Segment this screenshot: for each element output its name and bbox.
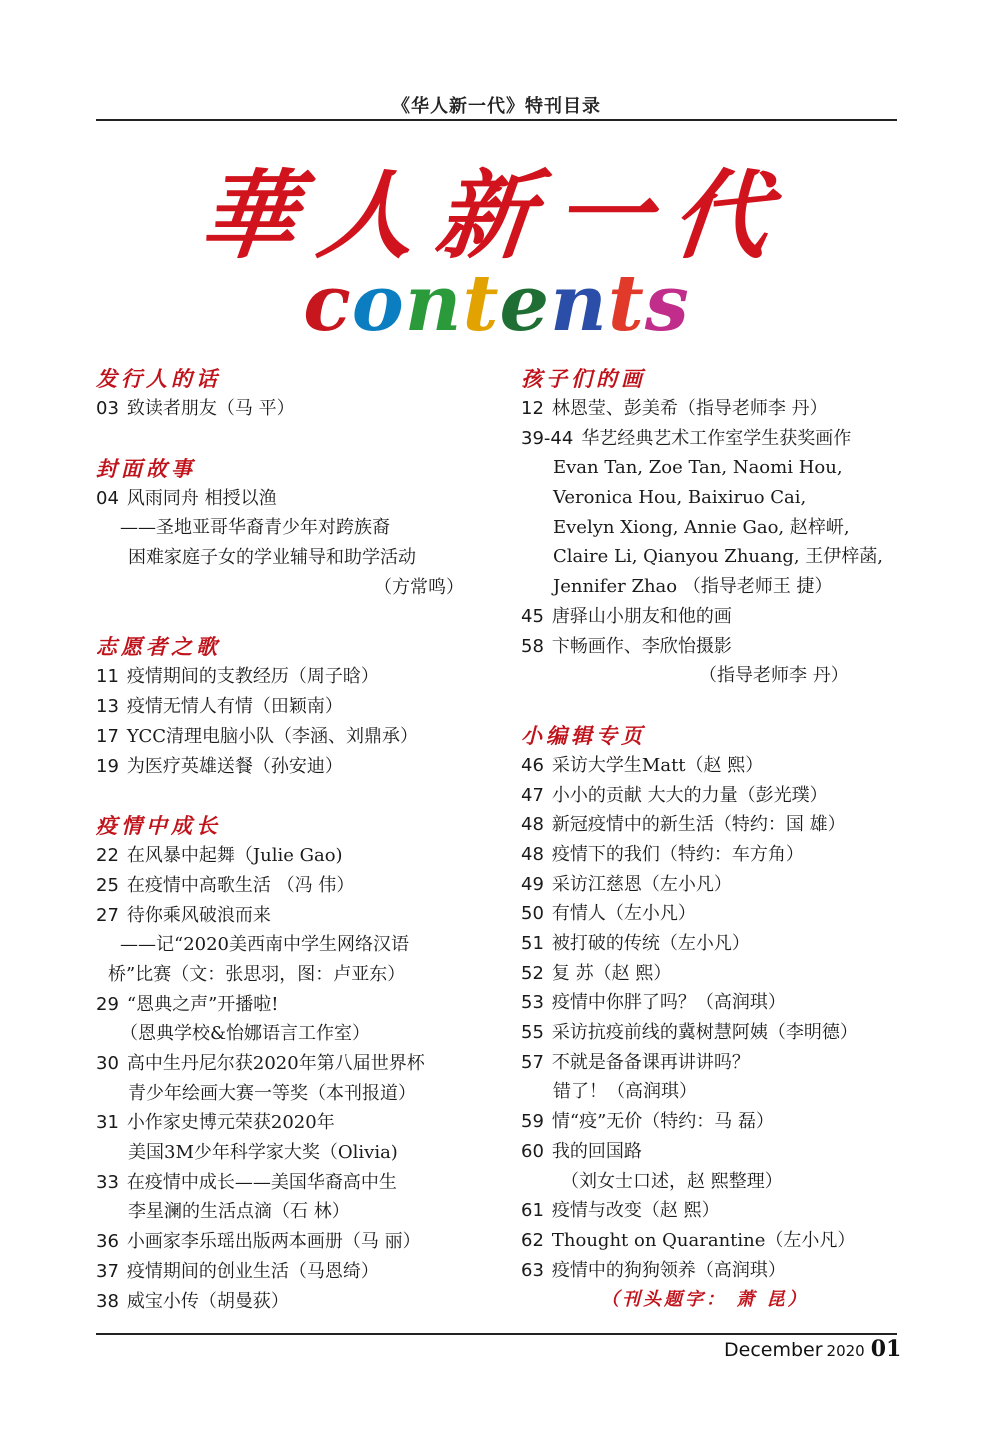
page-number: 55 (521, 1022, 544, 1044)
page-number: 61 (521, 1200, 544, 1222)
toc-entry[interactable] (521, 1048, 921, 1078)
entry-subtitle: Evan Tan, Zoe Tan, Naomi Hou, (553, 457, 843, 479)
entry-title: 疫情期间的支教经历（周子晗） (126, 666, 379, 688)
entry-subtitle: Claire Li, Qianyou Zhuang, 王伊梓菡, (553, 546, 884, 568)
header-rule (96, 119, 897, 121)
toc-entry[interactable] (521, 424, 921, 454)
contents-letter: t (607, 258, 645, 349)
entry-subtitle: ——记“2020美西南中学生网络汉语 (120, 934, 410, 956)
toc-entry[interactable] (521, 1018, 921, 1048)
toc-entry[interactable] (521, 870, 921, 900)
page-number: 51 (521, 933, 544, 954)
entry-subtitle: Jennifer Zhao （指导老师王 捷） (553, 576, 833, 598)
page-number: 60 (521, 1140, 544, 1162)
page-number: 36 (96, 1231, 119, 1253)
entry-title: 待你乘风破浪而来 (126, 904, 271, 926)
toc-entry[interactable] (521, 1196, 921, 1226)
entry-author: （方常鸣） (374, 576, 464, 598)
entry-title: 唐驿山小朋友和他的画 (551, 605, 732, 627)
page-number: 49 (521, 873, 544, 895)
section-title: 封面故事 (96, 455, 196, 481)
page-footer (724, 1336, 901, 1362)
page-number: 30 (96, 1053, 119, 1074)
footer-month: December (724, 1339, 823, 1361)
entry-subtitle: ——圣地亚哥华裔青少年对跨族裔 (120, 517, 390, 539)
page-number: 59 (521, 1111, 544, 1133)
page-number: 29 (96, 993, 119, 1015)
toc-right-column (521, 364, 921, 1315)
entry-title: 被打破的传统（左小凡） (551, 933, 750, 954)
page-number: 17 (96, 725, 119, 747)
page-number: 48 (521, 843, 544, 865)
entry-title: “恩典之声”开播啦! (126, 993, 279, 1015)
entry-title: 疫情中你胖了吗？（高润琪） (551, 992, 786, 1014)
toc-entry[interactable] (96, 841, 496, 871)
entry-title: 林恩莹、彭美希（指导老师李 丹） (551, 398, 828, 419)
entry-title: YCC清理电脑小队（李涵、刘鼎承） (126, 725, 419, 747)
toc-entry[interactable] (521, 781, 921, 811)
entry-title: 复 苏（赵 熙） (551, 962, 672, 984)
page-number: 50 (521, 903, 544, 925)
page-header-title: 《华人新一代》特刊目录 (392, 96, 601, 117)
page-number: 27 (96, 904, 119, 926)
toc-entry[interactable] (96, 722, 496, 752)
toc-entry[interactable] (96, 692, 496, 722)
page-number: 58 (521, 635, 544, 657)
section-title: 小编辑专页 (521, 722, 646, 748)
entry-title: 高中生丹尼尔获2020年第八届世界杯 (126, 1053, 425, 1074)
toc-entry[interactable] (521, 1256, 921, 1286)
entry-title: 在疫情中成长——美国华裔高中生 (126, 1171, 397, 1193)
toc-entry[interactable] (521, 1137, 921, 1167)
toc-entry[interactable] (521, 988, 921, 1018)
entry-title: 风雨同舟 相授以渔 (126, 487, 277, 509)
section-title: 发行人的话 (96, 366, 221, 391)
entry-title: 新冠疫情中的新生活（特约：国 雄） (551, 814, 846, 836)
toc-entry[interactable] (521, 959, 921, 989)
page-number: 48 (521, 814, 544, 836)
toc-entry[interactable] (521, 840, 921, 870)
entry-title: 小小的贡献 大大的力量（彭光璞） (551, 784, 828, 806)
footer-page-number: 01 (870, 1336, 902, 1362)
toc-entry[interactable] (96, 752, 496, 782)
entry-title: 华艺经典艺术工作室学生获奖画作 (581, 427, 852, 449)
page-number: 22 (96, 845, 119, 867)
page-number: 04 (96, 487, 119, 509)
page-number: 38 (96, 1290, 119, 1312)
page-number: 62 (521, 1229, 544, 1251)
entry-title: 情“疫”无价（特约：马 磊） (551, 1111, 775, 1133)
entry-subtitle: 美国3M少年科学家大奖（Olivia) (128, 1142, 398, 1164)
toc-entry[interactable] (521, 899, 921, 929)
page-number: 37 (96, 1260, 119, 1282)
entry-subtitle: 桥”比赛（文：张思羽，图：卢亚东） (108, 963, 406, 985)
contents-letter: t (462, 258, 500, 349)
toc-entry[interactable] (96, 1287, 496, 1317)
contents-wordmark (0, 258, 993, 349)
entry-title: 在风暴中起舞（Julie Gao) (126, 845, 343, 867)
entry-title: 威宝小传（胡曼荻） (126, 1290, 289, 1312)
entry-title: 小画家李乐瑶出版两本画册（马 丽） (126, 1231, 421, 1253)
entry-title: 采访江慈恩（左小凡） (551, 873, 732, 895)
entry-subtitle: Veronica Hou, Baixiruo Cai, (553, 487, 807, 509)
toc-entry[interactable] (521, 810, 921, 840)
entry-subtitle: 李星澜的生活点滴（石 林） (128, 1201, 350, 1223)
toc-entry[interactable] (521, 929, 921, 959)
page-number: 45 (521, 605, 544, 627)
page-number: 46 (521, 754, 544, 776)
entry-title: 疫情无情人有情（田颖南） (126, 696, 343, 718)
entry-subtitle: 青少年绘画大赛一等奖（本刊报道） (128, 1082, 416, 1104)
page-number: 53 (521, 992, 544, 1014)
page-number: 19 (96, 755, 119, 777)
toc-entry[interactable] (96, 484, 496, 514)
toc-entry[interactable] (521, 1107, 921, 1137)
entry-title: 有情人（左小凡） (551, 903, 696, 925)
masthead-title: 華人新一代 (194, 159, 797, 272)
section-title: 孩子们的画 (521, 366, 646, 391)
entry-title: 小作家史博元荣获2020年 (126, 1112, 335, 1134)
page-number: 33 (96, 1171, 119, 1193)
entry-title: 不就是备备课再讲讲吗？ (551, 1051, 750, 1073)
page-number: 12 (521, 398, 544, 419)
contents-letter: s (644, 258, 690, 349)
page-number: 03 (96, 398, 119, 419)
footer-rule (96, 1333, 897, 1335)
toc-entry[interactable] (96, 394, 496, 424)
contents-letter: n (550, 258, 608, 349)
toc-entry[interactable] (96, 901, 496, 931)
section-title: 志愿者之歌 (96, 634, 221, 660)
entry-author: （恩典学校&怡娜语言工作室） (120, 1023, 371, 1045)
toc-entry[interactable] (96, 662, 496, 692)
contents-letter: n (404, 258, 463, 349)
toc-entry[interactable] (96, 1168, 496, 1198)
entry-title: 采访大学生Matt（赵 熙） (551, 754, 764, 776)
entry-author: （刘女士口述，赵 熙整理） (561, 1170, 783, 1192)
entry-title: Thought on Quarantine（左小凡） (551, 1229, 856, 1251)
entry-title: 我的回国路 (551, 1140, 642, 1162)
entry-subtitle: 困难家庭子女的学业辅导和助学活动 (128, 547, 416, 569)
page-number: 11 (96, 666, 119, 688)
toc-entry[interactable] (96, 990, 496, 1020)
section-title: 疫情中成长 (96, 813, 221, 839)
contents-letter: e (499, 258, 551, 349)
page-number: 47 (521, 784, 544, 806)
contents-letter: o (351, 258, 405, 349)
page-number: 25 (96, 874, 119, 896)
page-number: 31 (96, 1112, 119, 1134)
toc-entry[interactable] (521, 632, 921, 662)
page-number: 63 (521, 1259, 544, 1281)
page-number: 13 (96, 696, 119, 718)
masthead-calligraphy-credit: （刊头题字： 萧 昆） (601, 1289, 809, 1311)
entry-title: 采访抗疫前线的冀树慧阿姨（李明德） (551, 1022, 858, 1044)
contents-letter: c (303, 258, 352, 349)
entry-title: 卞畅画作、李欣怡摄影 (551, 635, 732, 657)
toc-entry[interactable] (521, 394, 921, 424)
entry-title: 疫情中的狗狗领养（高润琪） (551, 1259, 786, 1281)
toc-entry[interactable] (521, 602, 921, 632)
entry-title: 疫情与改变（赵 熙） (551, 1200, 720, 1222)
toc-entry[interactable] (521, 1226, 921, 1256)
toc-entry[interactable] (96, 1227, 496, 1257)
entry-title: 疫情期间的创业生活（马恩绮） (126, 1260, 379, 1282)
toc-left-column (96, 364, 496, 1316)
footer-year: 2020 (826, 1342, 865, 1360)
page-number: 52 (521, 962, 544, 984)
entry-title: 在疫情中高歌生活 （冯 伟） (126, 874, 355, 896)
toc-entry[interactable] (521, 751, 921, 781)
page-number: 39-44 (521, 427, 574, 449)
entry-author: （指导老师李 丹） (699, 665, 849, 687)
entry-subtitle: 错了！（高润琪） (553, 1081, 697, 1103)
entry-title: 为医疗英雄送餐（孙安迪） (126, 755, 343, 777)
entry-title: 疫情下的我们（特约：车方角） (551, 843, 804, 865)
entry-subtitle: Evelyn Xiong, Annie Gao, 赵梓岍, (553, 516, 850, 538)
toc-entry[interactable] (96, 871, 496, 901)
page-number: 57 (521, 1051, 544, 1073)
toc-entry[interactable] (96, 1049, 496, 1079)
toc-entry[interactable] (96, 1257, 496, 1287)
entry-title: 致读者朋友（马 平） (126, 398, 295, 419)
toc-entry[interactable] (96, 1108, 496, 1138)
